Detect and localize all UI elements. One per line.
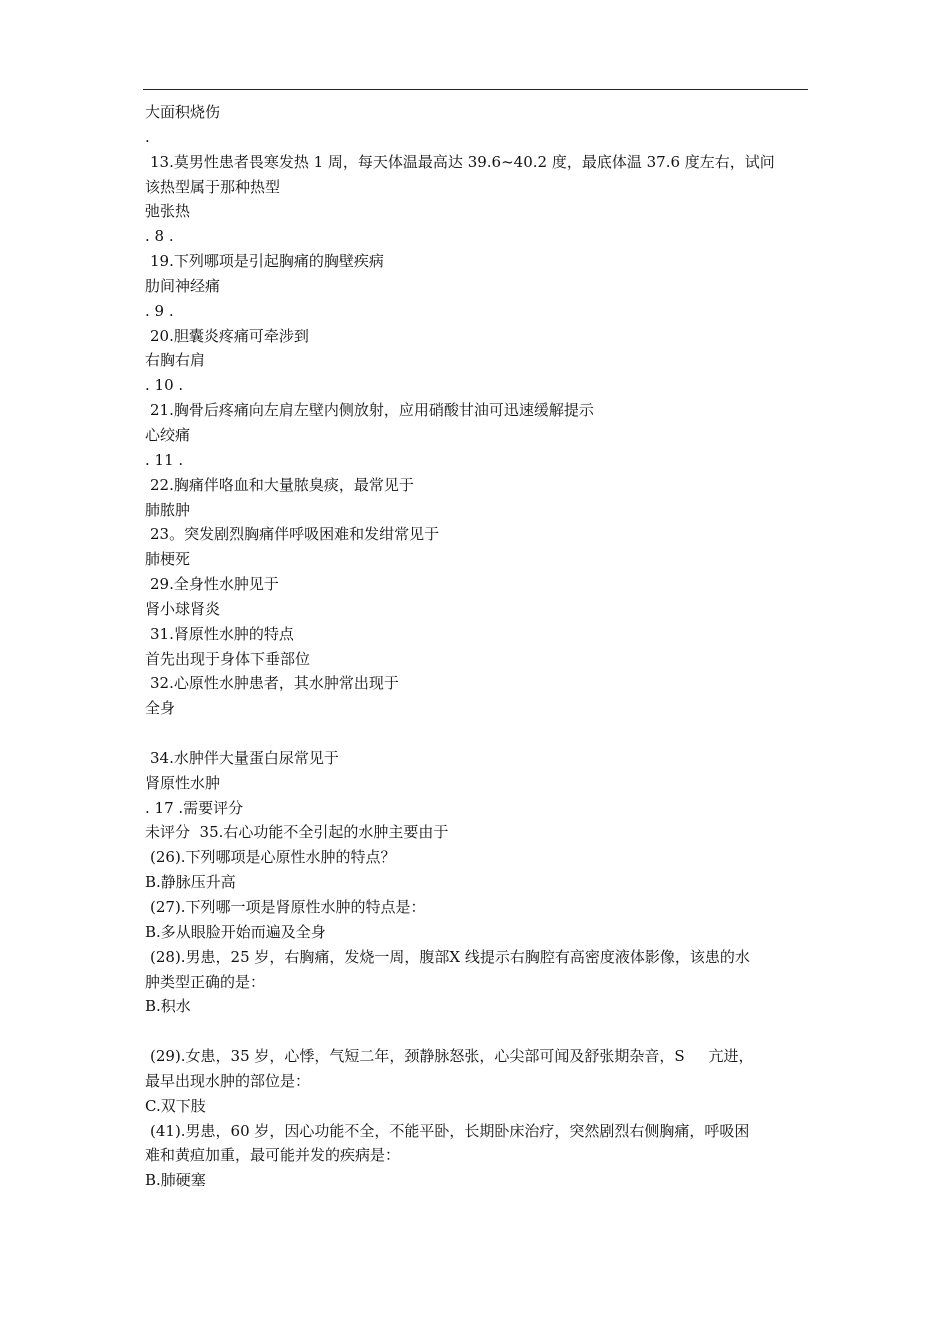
- text-line: 难和黄疸加重，最可能并发的疾病是：: [145, 1146, 401, 1165]
- text-line: . 17 .需要评分: [145, 798, 244, 817]
- text-line: 首先出现于身体下垂部位: [145, 649, 311, 668]
- text-line: 21.胸骨后疼痛向左肩左壁内侧放射，应用硝酸甘油可迅速缓解提示: [150, 401, 594, 420]
- text-line: 肋间神经痛: [145, 276, 221, 295]
- text-line: 31.肾原性水肿的特点: [150, 624, 294, 643]
- text-line: . 9 .: [145, 301, 174, 320]
- text-line: C.双下肢: [145, 1096, 206, 1115]
- text-line: B.肺硬塞: [145, 1171, 206, 1190]
- text-line: 32.心原性水肿患者，其水肿常出现于: [150, 674, 399, 693]
- text-line: 右胸右肩: [145, 351, 206, 370]
- text-line: 心绞痛: [145, 425, 191, 444]
- text-line: B.静脉压升高: [145, 873, 236, 892]
- text-line: (27).下列哪一项是肾原性水肿的特点是：: [150, 898, 426, 916]
- text-line: 13.莫男性患者畏寒发热 1 周，每天体温最高达 39.6~40.2 度，最底体温 37.6 度左右，试问: [150, 152, 775, 171]
- text-line: 最早出现水肿的部位是：: [145, 1071, 311, 1090]
- text-line: 肺梗死: [145, 550, 191, 569]
- text-line: 该热型属于那种热型: [145, 177, 281, 196]
- text-line: 弛张热: [145, 202, 191, 221]
- text-line: 大面积烧伤: [145, 103, 221, 121]
- text-line: 34.水肿伴大量蛋白尿常见于: [150, 748, 339, 767]
- text-line: . 10 .: [145, 376, 184, 395]
- text-line: 肾原性水肿: [145, 773, 221, 792]
- text-line: (29).女患，35 岁，心悸，气短二年，颈静脉怒张，心尖部可闻及舒张期杂音，S 亢进，: [150, 1047, 754, 1066]
- text-line: (28).男患，25 岁，右胸痛，发烧一周，腹部X 线提示右胸腔有高密度液体影像，该患的水: [150, 947, 750, 966]
- text-line: 未评分 35.右心功能不全引起的水肿主要由于: [145, 823, 449, 842]
- text-line: B.多从眼脸开始而遍及全身: [145, 922, 326, 941]
- text-line: (26).下列哪项是心原性水肿的特点？: [150, 848, 396, 867]
- text-line: 肺脓肿: [145, 500, 191, 519]
- text-line: (41).男患，60 岁，因心功能不全，不能平卧，长期卧床治疗，突然剧烈右侧胸痛，呼吸困: [150, 1121, 750, 1140]
- text-line: 19.下列哪项是引起胸痛的胸壁疾病: [150, 252, 384, 271]
- text-line: . 8 .: [145, 227, 174, 246]
- blank-line: [145, 721, 813, 746]
- text-line: 全身: [145, 699, 176, 718]
- header-rule: [143, 89, 808, 90]
- text-line: 20.胆囊炎疼痛可牵涉到: [150, 326, 309, 345]
- document-body: [145, 100, 813, 1193]
- text-line: .: [145, 127, 150, 146]
- text-line: 29.全身性水肿见于: [150, 575, 279, 594]
- text-line: B.积水: [145, 997, 191, 1016]
- text-line: . 11 .: [145, 450, 184, 469]
- blank-line: [145, 1019, 813, 1044]
- text-line: 22.胸痛伴咯血和大量脓臭痰，最常见于: [150, 475, 414, 494]
- text-line: 23。突发剧烈胸痛伴呼吸困难和发绀常见于: [150, 525, 440, 544]
- text-line: 肾小球肾炎: [145, 599, 221, 618]
- text-line: 肿类型正确的是：: [145, 972, 266, 991]
